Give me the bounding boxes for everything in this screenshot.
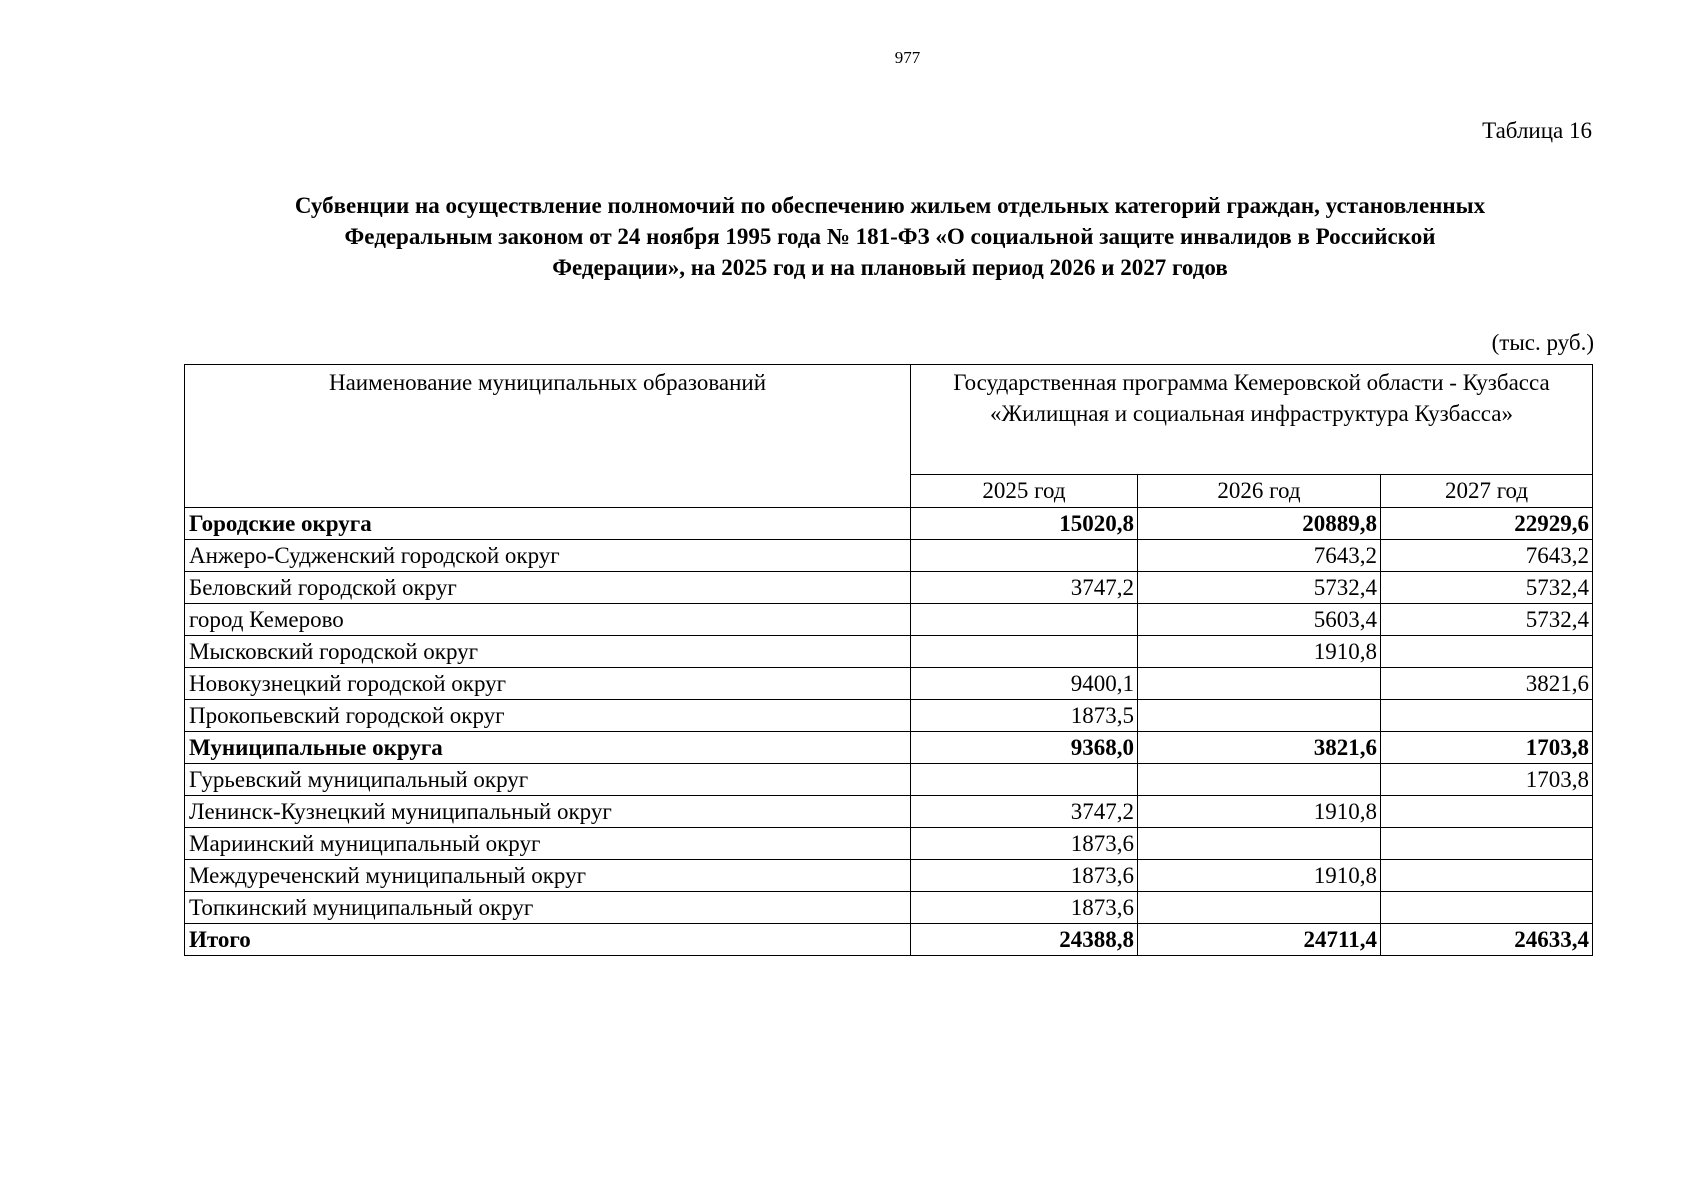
value-cell-2025: 15020,8 [911, 508, 1138, 540]
value-cell-2027: 22929,6 [1381, 508, 1593, 540]
row-name-cell: город Кемерово [185, 604, 911, 636]
value-cell-2025 [911, 764, 1138, 796]
value-cell-2026: 7643,2 [1138, 540, 1381, 572]
value-cell-2027 [1381, 796, 1593, 828]
value-cell-2027: 5732,4 [1381, 604, 1593, 636]
table-row [185, 732, 1593, 764]
table-row [185, 572, 1593, 604]
document-title-line: Федерации», на 2025 год и на плановый период 2026 и 2027 годов [552, 255, 1228, 280]
row-name-cell: Итого [185, 924, 911, 956]
units-note: (тыс. руб.) [1491, 330, 1594, 355]
value-cell-2025: 3747,2 [911, 572, 1138, 604]
value-cell-2025: 1873,6 [911, 892, 1138, 924]
value-cell-2026 [1138, 892, 1381, 924]
table-row [185, 700, 1593, 732]
document-title-line: Субвенции на осуществление полномочий по обеспечению жильем отдельных категорий граждан, установленных [294, 193, 1486, 218]
value-cell-2026: 1910,8 [1138, 796, 1381, 828]
subventions-table [184, 364, 1593, 956]
column-header-year-2027: 2027 год [1381, 475, 1593, 508]
value-cell-2026 [1138, 828, 1381, 860]
value-cell-2027 [1381, 892, 1593, 924]
row-name-cell: Новокузнецкий городской округ [185, 668, 911, 700]
value-cell-2027 [1381, 636, 1593, 668]
value-cell-2027: 24633,4 [1381, 924, 1593, 956]
value-cell-2025 [911, 540, 1138, 572]
value-cell-2026: 3821,6 [1138, 732, 1381, 764]
page-number: 977 [894, 48, 921, 67]
value-cell-2026 [1138, 668, 1381, 700]
row-name-cell: Ленинск-Кузнецкий муниципальный округ [185, 796, 911, 828]
value-cell-2025 [911, 636, 1138, 668]
value-cell-2027 [1381, 828, 1593, 860]
table-row [185, 828, 1593, 860]
value-cell-2025: 9368,0 [911, 732, 1138, 764]
value-cell-2026 [1138, 764, 1381, 796]
row-name-cell: Мариинский муниципальный округ [185, 828, 911, 860]
table-row [185, 636, 1593, 668]
value-cell-2025: 9400,1 [911, 668, 1138, 700]
table-body [185, 508, 1593, 956]
table-label: Таблица 16 [1482, 118, 1592, 143]
value-cell-2026: 1910,8 [1138, 860, 1381, 892]
column-header-name: Наименование муниципальных образований [185, 365, 911, 508]
value-cell-2025: 1873,6 [911, 828, 1138, 860]
document-title-line: Федеральным законом от 24 ноября 1995 года № 181-ФЗ «О социальной защите инвалидов в Российской [344, 224, 1436, 249]
column-header-program: Государственная программа Кемеровской области - Кузбасса «Жилищная и социальная инфраструктура Кузбасса» [911, 365, 1593, 475]
value-cell-2026: 20889,8 [1138, 508, 1381, 540]
row-name-cell: Городские округа [185, 508, 911, 540]
value-cell-2025: 1873,5 [911, 700, 1138, 732]
value-cell-2027 [1381, 700, 1593, 732]
value-cell-2026: 5603,4 [1138, 604, 1381, 636]
row-name-cell: Беловский городской округ [185, 572, 911, 604]
row-name-cell: Междуреченский муниципальный округ [185, 860, 911, 892]
document-title [190, 190, 1590, 283]
value-cell-2027: 5732,4 [1381, 572, 1593, 604]
table-row [185, 604, 1593, 636]
value-cell-2026: 5732,4 [1138, 572, 1381, 604]
value-cell-2025: 1873,6 [911, 860, 1138, 892]
table-row [185, 540, 1593, 572]
row-name-cell: Прокопьевский городской округ [185, 700, 911, 732]
row-name-cell: Мысковский городской округ [185, 636, 911, 668]
table-header [185, 365, 1593, 508]
value-cell-2026: 1910,8 [1138, 636, 1381, 668]
row-name-cell: Анжеро-Судженский городской округ [185, 540, 911, 572]
table-row [185, 860, 1593, 892]
row-name-cell: Топкинский муниципальный округ [185, 892, 911, 924]
value-cell-2027: 7643,2 [1381, 540, 1593, 572]
value-cell-2027 [1381, 860, 1593, 892]
table-row [185, 668, 1593, 700]
table-row [185, 508, 1593, 540]
row-name-cell: Муниципальные округа [185, 732, 911, 764]
value-cell-2027: 1703,8 [1381, 764, 1593, 796]
value-cell-2026 [1138, 700, 1381, 732]
table-row [185, 796, 1593, 828]
table-row [185, 764, 1593, 796]
value-cell-2025: 24388,8 [911, 924, 1138, 956]
table-row [185, 924, 1593, 956]
row-name-cell: Гурьевский муниципальный округ [185, 764, 911, 796]
value-cell-2025 [911, 604, 1138, 636]
column-header-year-2026: 2026 год [1138, 475, 1381, 508]
value-cell-2026: 24711,4 [1138, 924, 1381, 956]
value-cell-2025: 3747,2 [911, 796, 1138, 828]
column-header-year-2025: 2025 год [911, 475, 1138, 508]
value-cell-2027: 1703,8 [1381, 732, 1593, 764]
table-row [185, 892, 1593, 924]
value-cell-2027: 3821,6 [1381, 668, 1593, 700]
